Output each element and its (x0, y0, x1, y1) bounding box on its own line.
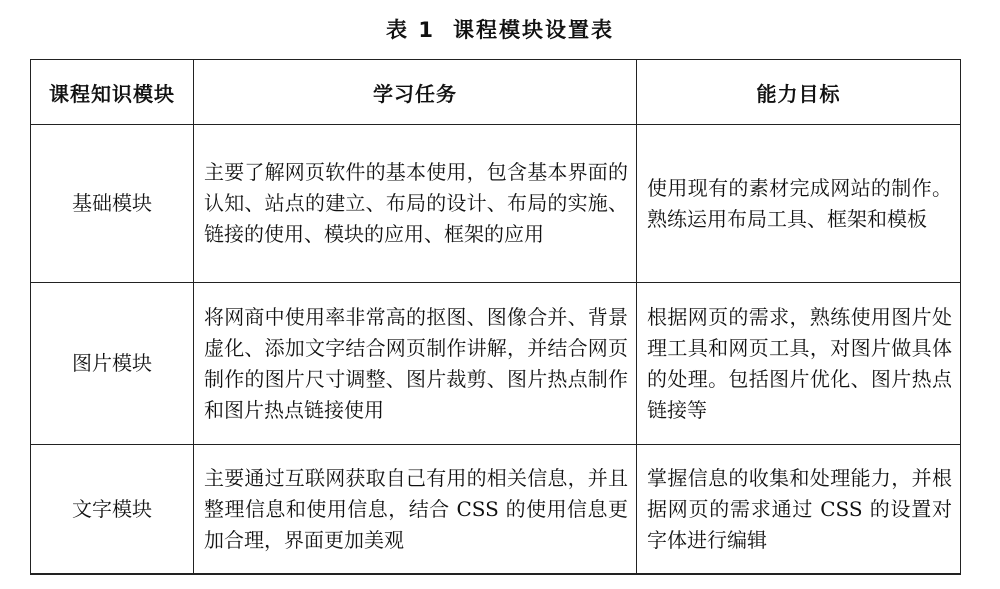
header-task: 学习任务 (194, 60, 637, 125)
task-cell: 将网商中使用率非常高的抠图、图像合并、背景虚化、添加文字结合网页制作讲解，并结合网页制作的图片尺寸调整、图片裁剪、图片热点制作和图片热点链接使用 (194, 283, 637, 445)
module-name-cell: 基础模块 (31, 125, 194, 283)
table-row (31, 283, 961, 445)
table-caption (0, 14, 1000, 46)
table-title: 课程模块设置表 (452, 18, 614, 42)
course-module-table (30, 59, 961, 575)
table-number: 表 1 (386, 18, 435, 42)
header-module: 课程知识模块 (31, 60, 194, 125)
header-goal: 能力目标 (637, 60, 961, 125)
module-name-cell: 文字模块 (31, 445, 194, 575)
task-cell: 主要了解网页软件的基本使用，包含基本界面的认知、站点的建立、布局的设计、布局的实施、链接的使用、模块的应用、框架的应用 (194, 125, 637, 283)
task-cell: 主要通过互联网获取自己有用的相关信息，并且整理信息和使用信息，结合 CSS 的使用信息更加合理，界面更加美观 (194, 445, 637, 575)
table-row (31, 445, 961, 575)
module-name-cell: 图片模块 (31, 283, 194, 445)
goal-cell: 掌握信息的收集和处理能力，并根据网页的需求通过 CSS 的设置对字体进行编辑 (637, 445, 961, 575)
table-row (31, 125, 961, 283)
goal-cell: 根据网页的需求，熟练使用图片处理工具和网页工具，对图片做具体的处理。包括图片优化、图片热点链接等 (637, 283, 961, 445)
goal-cell: 使用现有的素材完成网站的制作。熟练运用布局工具、框架和模板 (637, 125, 961, 283)
table-header-row (31, 60, 961, 125)
